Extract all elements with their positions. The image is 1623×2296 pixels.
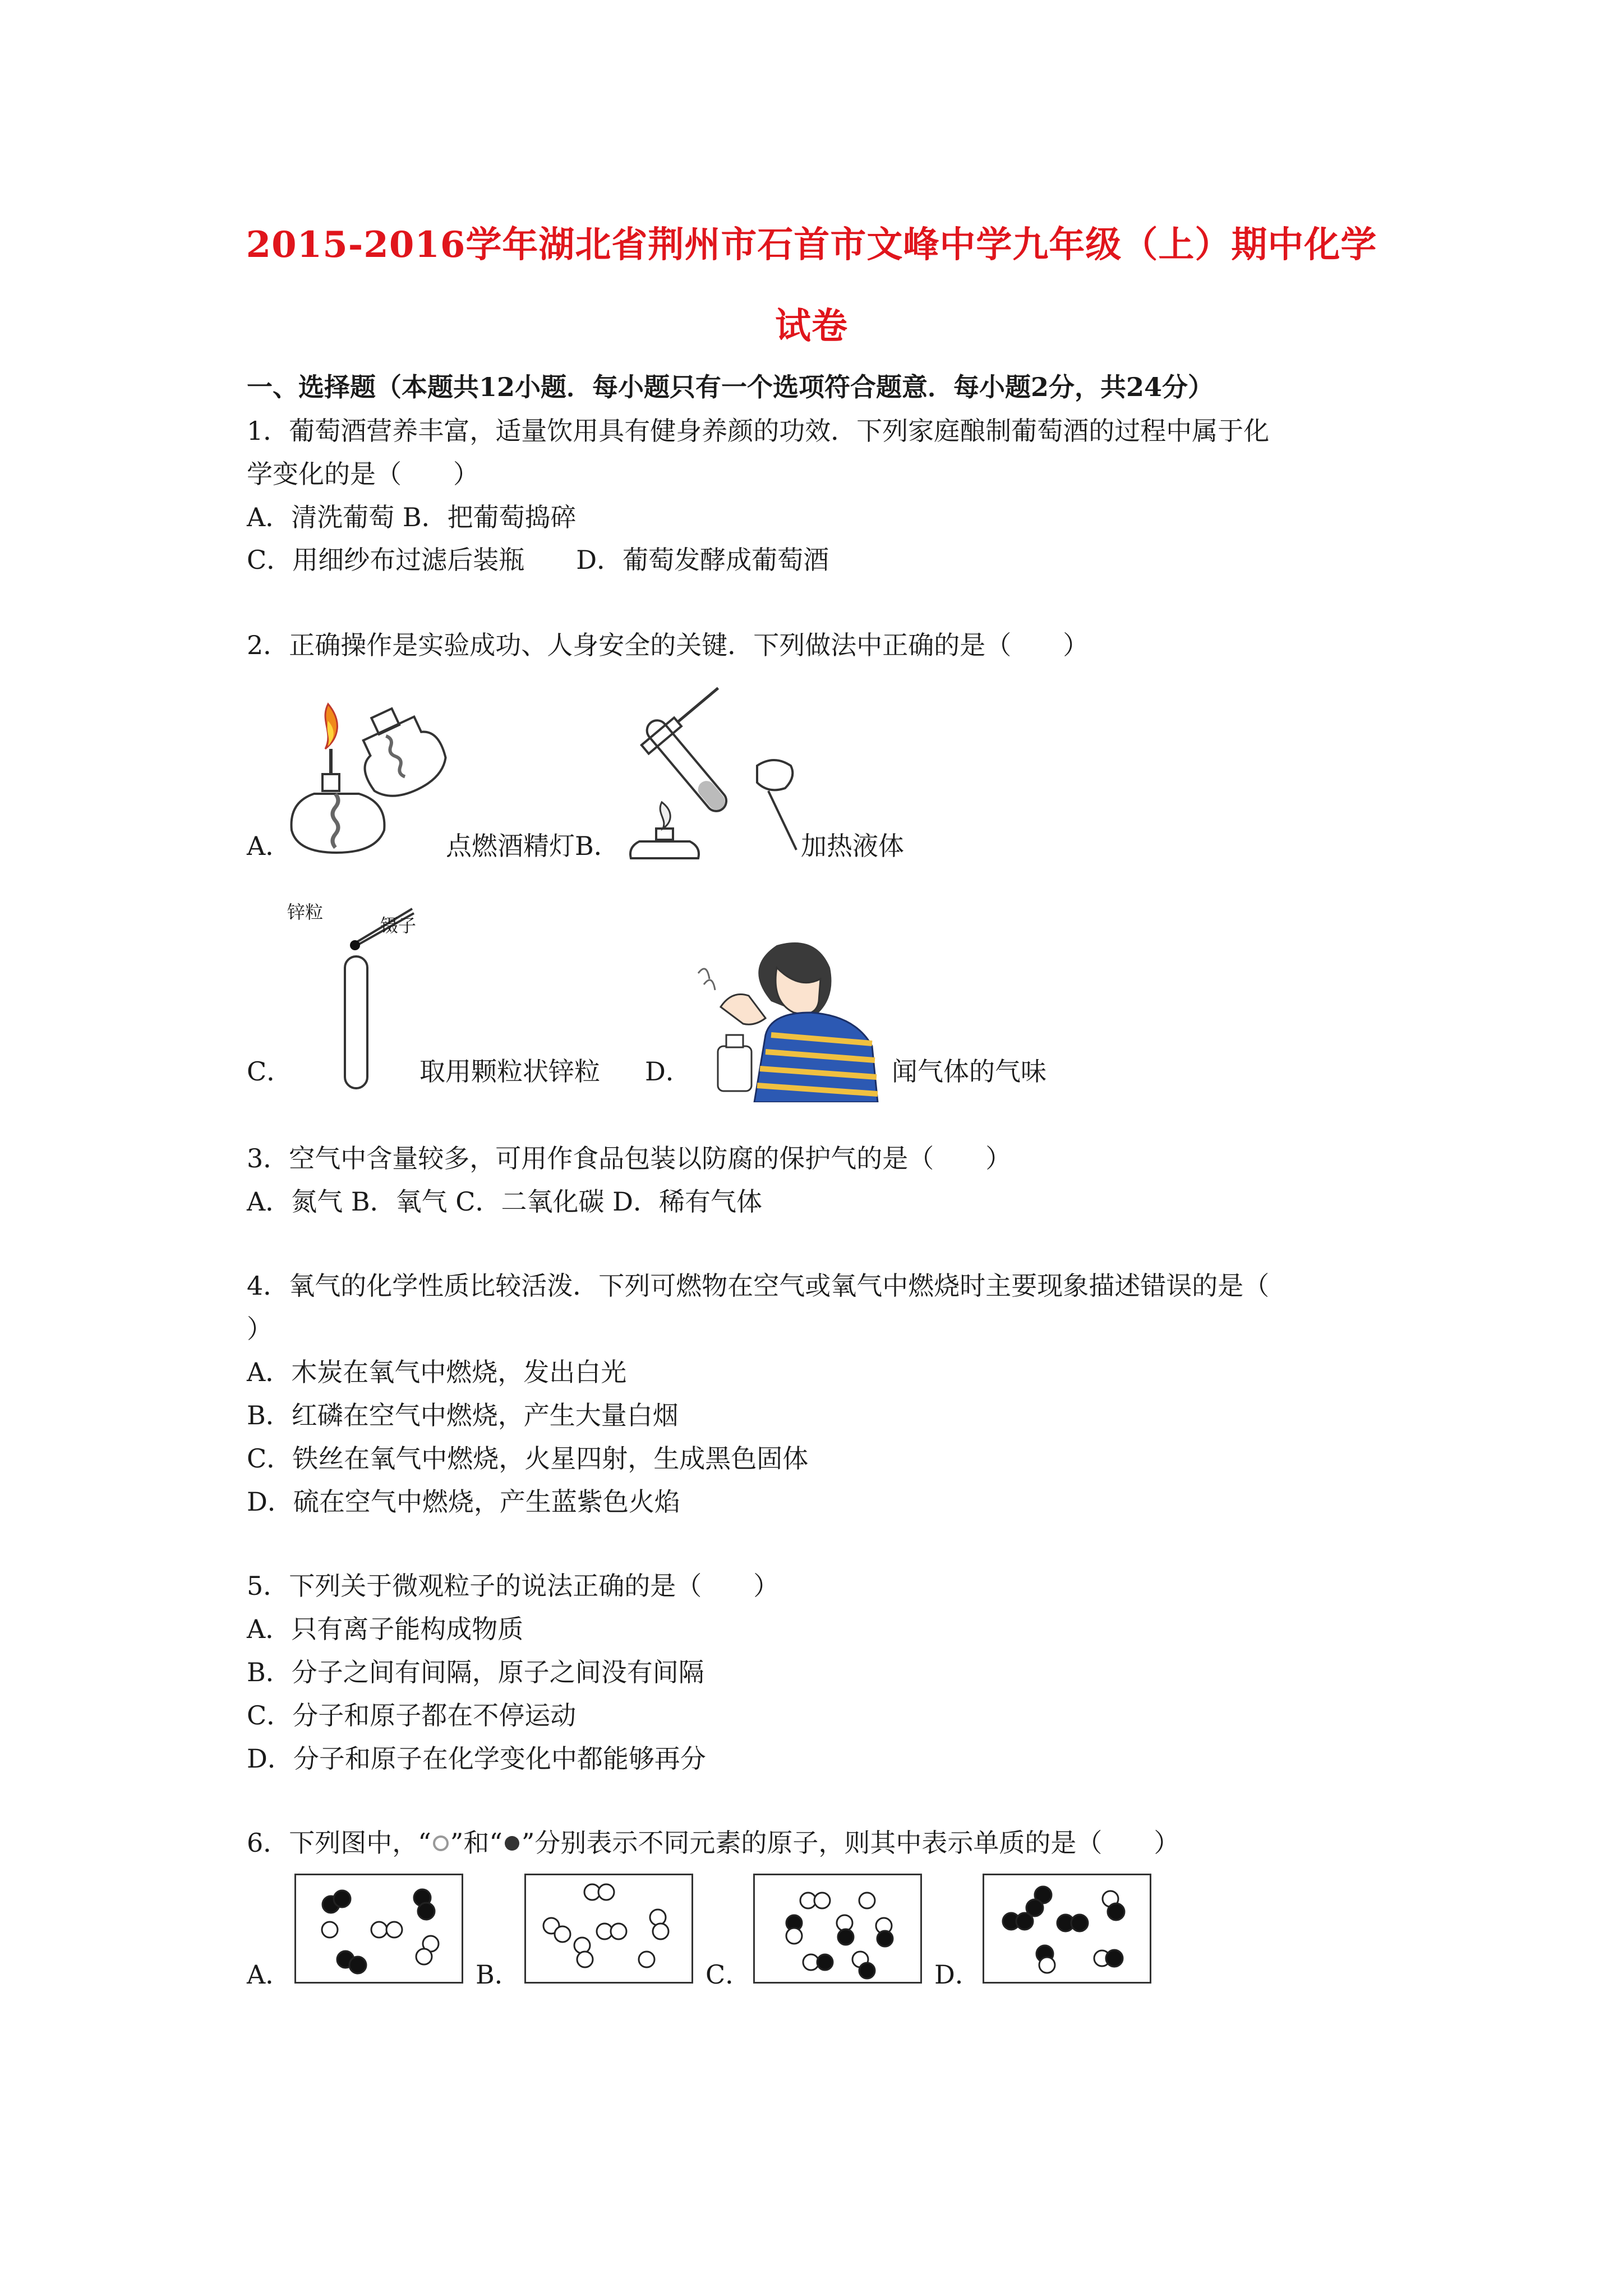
q5-stem: 5．下列关于微观粒子的说法正确的是（ ）	[247, 1571, 780, 1601]
page-title: 2015-2016学年湖北省荆州市石首市文峰中学九年级（上）期中化学	[246, 224, 1377, 266]
q5-option-c: C．分子和原子都在不停运动	[247, 1700, 577, 1731]
q3-stem: 3．空气中含量较多，可用作食品包装以防腐的保护气的是（ ）	[247, 1143, 1012, 1174]
q6-letter-d: D．	[934, 1959, 981, 1990]
q4-option-a: A．木炭在氧气中燃烧，发出白光	[247, 1357, 627, 1387]
q2-a-text: 点燃酒精灯B．	[446, 831, 620, 861]
q2-d-text: 闻气体的气味	[892, 1056, 1046, 1087]
alcohol-lamp-lighting-figure	[286, 682, 460, 867]
q6-stem-part1: 6．下列图中，“	[247, 1828, 431, 1858]
tweezers-label: 镊子	[380, 915, 417, 936]
section-heading: 一、选择题（本题共12小题．每小题只有一个选项符合题意．每小题2分，共24分）	[247, 372, 1214, 402]
q1-stem-line2: 学变化的是（ ）	[247, 459, 479, 489]
q4-option-b: B．红磷在空气中燃烧，产生大量白烟	[247, 1400, 679, 1430]
q4-stem-line1: 4．氧气的化学性质比较活泼．下列可燃物在空气或氧气中燃烧时主要现象描述错误的是（	[247, 1271, 1270, 1301]
q2-stem: 2．正确操作是实验成功、人身安全的关键．下列做法中正确的是（ ）	[247, 630, 1089, 660]
page-title-line2: 试卷	[775, 305, 848, 347]
heating-liquid-figure	[628, 682, 813, 861]
q6-letter-a: A．	[247, 1959, 292, 1990]
q2-d-letter: D．	[645, 1056, 691, 1087]
q6-stem-part3: ”分别表示不同元素的原子，则其中表示单质的是（ ）	[521, 1828, 1180, 1858]
q4-stem-line2: ）	[247, 1314, 273, 1344]
particle-box-c	[753, 1874, 922, 1984]
q1-stem-line1: 1．葡萄酒营养丰富，适量饮用具有健身养颜的功效．下列家庭酿制葡萄酒的过程中属于化	[247, 416, 1270, 446]
particle-box-b	[524, 1874, 693, 1984]
q5-option-b: B．分子之间有间隔，原子之间没有间隔	[247, 1657, 704, 1687]
q6-stem	[247, 1826, 1179, 1860]
particle-box-d	[983, 1874, 1151, 1984]
q5-option-d: D．分子和原子在化学变化中都能够再分	[247, 1743, 706, 1774]
q4-option-c: C．铁丝在氧气中燃烧，火星四射，生成黑色固体	[247, 1443, 809, 1474]
black-atom-icon	[502, 1834, 522, 1853]
q5-option-a: A．只有离子能构成物质	[247, 1614, 524, 1644]
q3-options: A．氮气 B．氧气 C．二氧化碳 D．稀有气体	[247, 1186, 762, 1217]
particle-box-a	[294, 1874, 463, 1984]
q2-a-letter: A．	[247, 831, 292, 861]
q1-option-cd: C．用细纱布过滤后装瓶 D．葡萄发酵成葡萄酒	[247, 545, 829, 575]
q2-c-letter: C．	[247, 1056, 293, 1087]
white-atom-icon	[431, 1834, 450, 1853]
smelling-gas-figure	[687, 934, 889, 1102]
q4-option-d: D．硫在空气中燃烧，产生蓝紫色火焰	[247, 1487, 680, 1517]
zinc-label: 锌粒	[287, 901, 324, 923]
q2-c-text: 取用颗粒状锌粒	[419, 1056, 600, 1087]
q6-letter-c: C．	[706, 1959, 751, 1990]
q2-b-text: 加热液体	[801, 831, 904, 861]
q1-option-ab: A．清洗葡萄 B．把葡萄捣碎	[247, 502, 577, 532]
q6-stem-part2: ”和“	[450, 1828, 502, 1858]
q6-letter-b: B．	[476, 1959, 520, 1990]
